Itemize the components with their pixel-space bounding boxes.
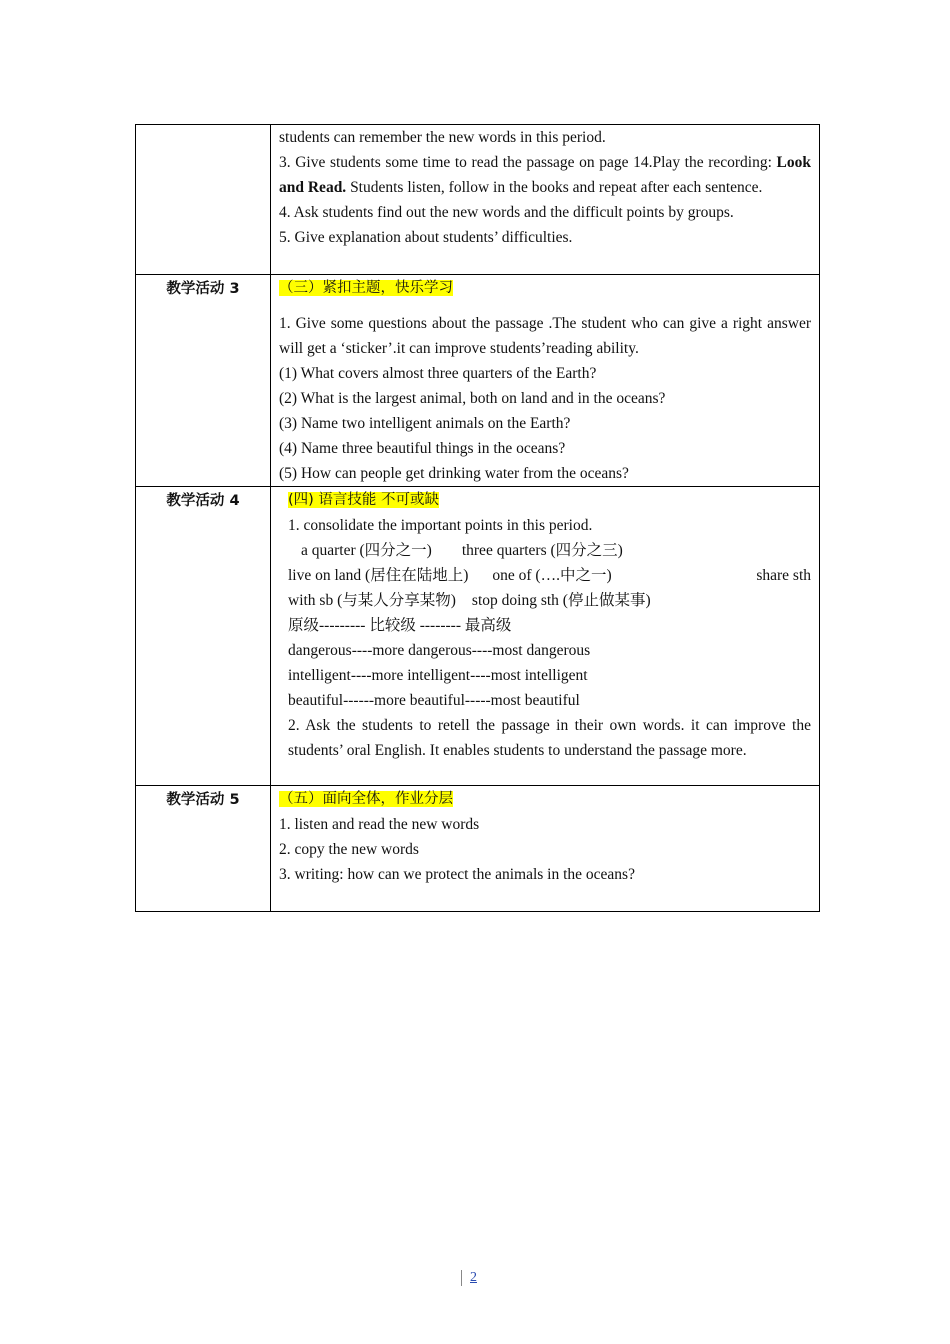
vocab-a-quarter: a quarter (四分之一) [301,542,432,559]
homework-1: 1. listen and read the new words [279,816,480,833]
table-row [136,487,820,786]
table-row [136,786,820,912]
lesson-plan-table [135,124,820,912]
table-row [136,125,820,275]
activity-4-label: 教学活动 4 [166,493,240,509]
question-4: (4) Name three beautiful things in the oceans? [279,440,566,457]
activity-4-item-2: 2. Ask the students to retell the passage in their own words. it can improve the students’ oral English. It enables students to understand the passage more. [288,717,811,759]
page-number: 2 [461,1270,477,1286]
label-cell-empty [136,125,271,275]
label-cell [136,786,271,912]
continuation-line: students can remember the new words in this period. [279,129,606,146]
step-4-line: 4. Ask students find out the new words and the difficult points by groups. [279,204,734,221]
step-3-bold-title: Look and Read. [279,154,811,196]
table-row [136,275,820,487]
activity-5-heading: （五）面向全体，作业分层 [279,791,453,807]
vocab-line-land [288,563,811,588]
activity-3-label: 教学活动 3 [166,281,240,297]
vocab-with-sb: with sb (与某人分享某物) [288,592,456,609]
question-2: (2) What is the largest animal, both on land and in the oceans? [279,390,666,407]
label-cell [136,275,271,487]
activity-3-item-1: 1. Give some questions about the passage .The student who can give a right answer will get a ‘sticker’.it can improve students’reading ability. [279,315,811,357]
degrees-dangerous: dangerous----more dangerous----most dangerous [288,642,591,659]
homework-2: 2. copy the new words [279,841,419,858]
content-cell [271,487,820,786]
content-cell [271,275,820,487]
homework-3: 3. writing: how can we protect the animals in the oceans? [279,866,635,883]
label-cell [136,487,271,786]
content-cell [271,786,820,912]
vocab-line-quarters [288,538,811,563]
degrees-intelligent: intelligent----more intelligent----most intelligent [288,667,588,684]
vocab-one-of: one of (….中之一) [492,567,612,584]
vocab-live-on-land: live on land (居住在陆地上) [288,567,469,584]
activity-5-label: 教学活动 5 [166,792,240,808]
question-3: (3) Name two intelligent animals on the Earth? [279,415,571,432]
step-3-text: 3. Give students some time to read the passage on page 14.Play the recording: [279,154,777,171]
activity-4-heading: (四) 语言技能 不可或缺 [288,492,440,508]
degrees-beautiful: beautiful------more beautiful-----most beautiful [288,692,580,709]
question-1: (1) What covers almost three quarters of the Earth? [279,365,597,382]
activity-3-heading: （三）紧扣主题，快乐学习 [279,280,453,296]
step-3-text-end: Students listen, follow in the books and repeat after each sentence. [346,179,763,196]
question-5: (5) How can people get drinking water from the oceans? [279,465,629,482]
step-3-paragraph [279,150,811,200]
content-cell [271,125,820,275]
degrees-header: 原级--------- 比较级 -------- 最高级 [288,617,512,634]
vocab-line-share [288,588,811,613]
activity-4-item-1: 1. consolidate the important points in this period. [288,517,593,534]
vocab-share-sth: share sth [756,567,811,584]
step-5-line: 5. Give explanation about students’ difficulties. [279,229,573,246]
vocab-three-quarters: three quarters (四分之三) [461,542,623,559]
vocab-stop-doing: stop doing sth (停止做某事) [471,592,651,609]
